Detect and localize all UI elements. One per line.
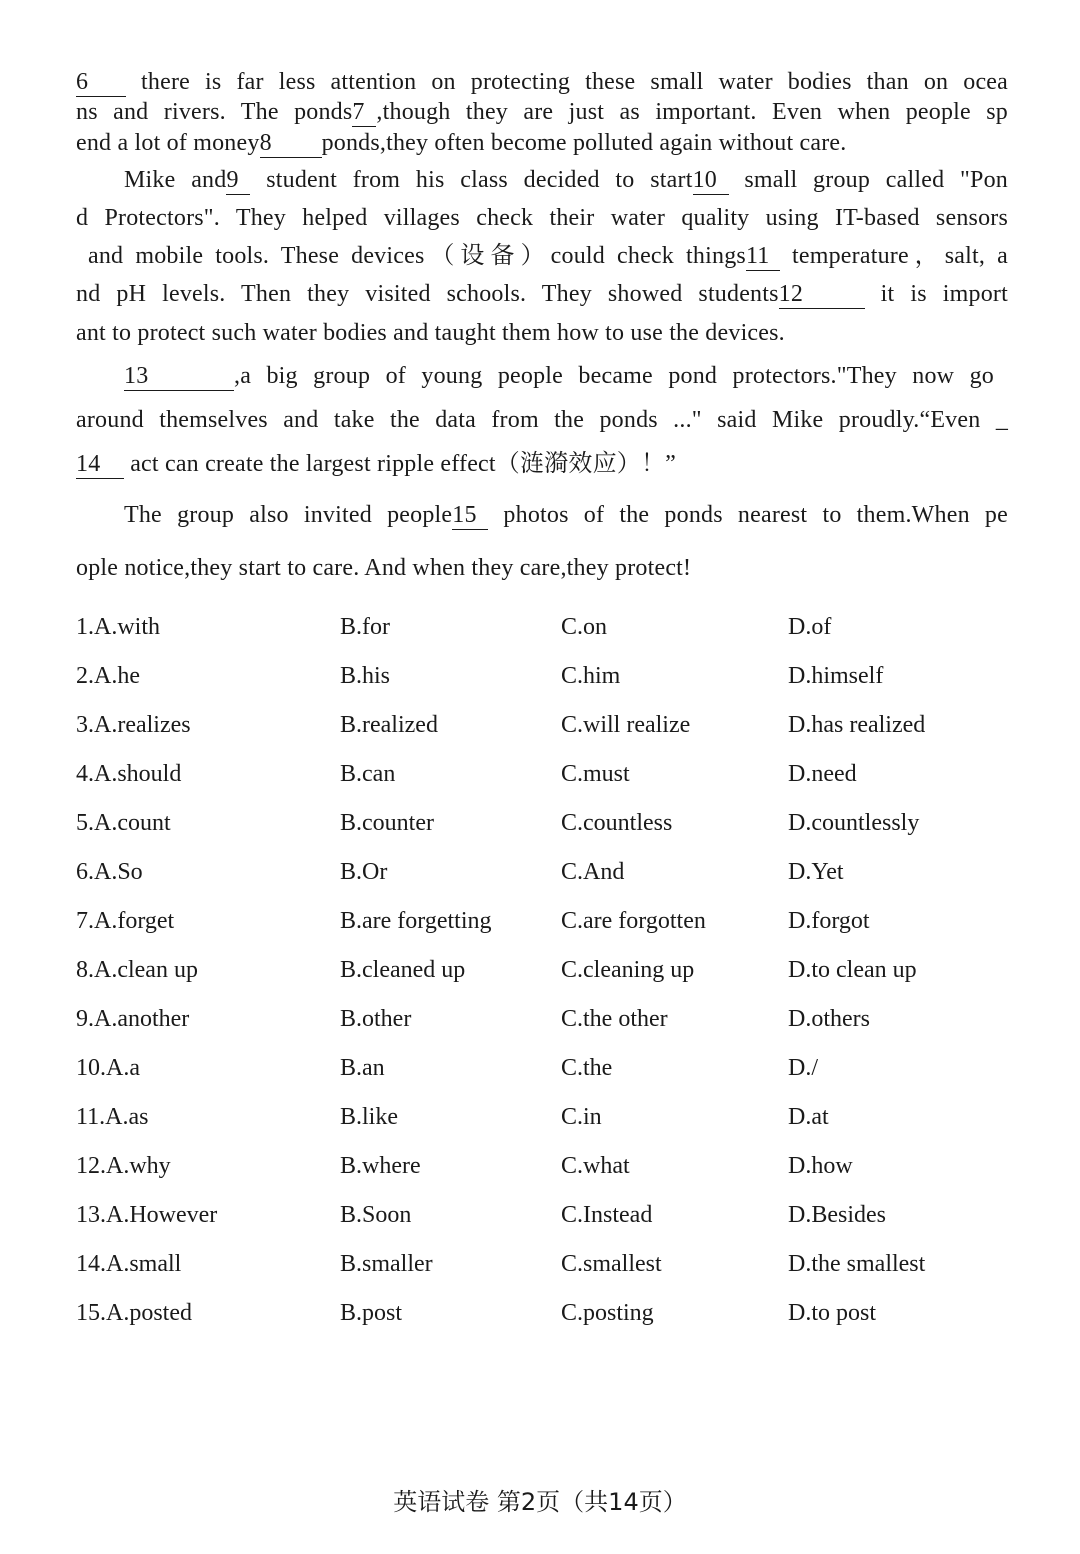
option-row <box>76 808 1008 857</box>
option-c: C.in <box>561 1104 602 1130</box>
option-row <box>76 1053 1008 1102</box>
option-c: C.what <box>561 1153 630 1179</box>
blank-12: 12 <box>779 282 865 309</box>
option-a: 6.A.So <box>76 859 143 885</box>
blank-9: 9 <box>226 168 250 195</box>
option-c: C.Instead <box>561 1202 653 1228</box>
option-row <box>76 1298 1008 1347</box>
option-a: 5.A.count <box>76 810 171 836</box>
option-row <box>76 955 1008 1004</box>
blank-6: 6 <box>76 70 126 97</box>
option-a: 10.A.a <box>76 1055 140 1081</box>
option-a: 15.A.posted <box>76 1300 192 1326</box>
option-b: B.Or <box>340 859 388 885</box>
option-row <box>76 710 1008 759</box>
blank-8: 8 <box>260 131 322 158</box>
option-a: 4.A.should <box>76 761 182 787</box>
option-b: B.smaller <box>340 1251 433 1277</box>
option-b: B.can <box>340 761 396 787</box>
option-d: D.others <box>788 1006 870 1032</box>
option-c: C.on <box>561 614 608 640</box>
passage-line: ns and rivers. The ponds7 ,though they are just as important. Even when people sp <box>76 99 1008 125</box>
passage-line: ople notice,they start to care. And when they care,they protect! <box>76 555 692 581</box>
option-row <box>76 1004 1008 1053</box>
option-row <box>76 612 1008 661</box>
option-d: D.forgot <box>788 908 870 934</box>
passage-line: ant to protect such water bodies and taught them how to use the devices. <box>76 320 785 346</box>
option-c: C.are forgotten <box>561 908 706 934</box>
option-a: 11.A.as <box>76 1104 149 1130</box>
passage-line: and mobile tools. These devices（设备）could check things11 temperature，salt, a <box>88 243 1008 269</box>
option-c: C.And <box>561 859 625 885</box>
option-a: 8.A.clean up <box>76 957 198 983</box>
option-a: 1.A.with <box>76 614 160 640</box>
blank-13: 13 <box>124 364 234 391</box>
option-d: D.at <box>788 1104 829 1130</box>
option-row <box>76 1151 1008 1200</box>
option-c: C.must <box>561 761 630 787</box>
option-d: D./ <box>788 1055 818 1081</box>
option-b: B.post <box>340 1300 403 1326</box>
passage-line: nd pH levels. Then they visited schools. They showed students12 it is import <box>76 281 1008 307</box>
option-row <box>76 857 1008 906</box>
option-a: 13.A.However <box>76 1202 218 1228</box>
passage-line: d Protectors". They helped villages check their water quality using IT-based sensors <box>76 205 1008 231</box>
option-c: C.the other <box>561 1006 668 1032</box>
option-d: D.the smallest <box>788 1251 926 1277</box>
passage-line: 14 act can create the largest ripple effect（涟漪效应）！” <box>76 451 677 477</box>
option-d: D.need <box>788 761 857 787</box>
option-b: B.an <box>340 1055 385 1081</box>
option-d: D.himself <box>788 663 884 689</box>
option-d: D.Besides <box>788 1202 886 1228</box>
option-row <box>76 1249 1008 1298</box>
option-a: 9.A.another <box>76 1006 190 1032</box>
option-b: B.like <box>340 1104 398 1130</box>
option-d: D.countlessly <box>788 810 920 836</box>
option-b: B.for <box>340 614 390 640</box>
option-d: D.to clean up <box>788 957 917 983</box>
option-a: 14.A.small <box>76 1251 182 1277</box>
option-b: B.other <box>340 1006 412 1032</box>
passage-line: 13 ,a big group of young people became pond protectors."They now go <box>124 363 994 389</box>
option-a: 12.A.why <box>76 1153 171 1179</box>
option-a: 7.A.forget <box>76 908 175 934</box>
passage-line: Mike and9 student from his class decided to start10 small group called "Pon <box>124 167 1008 193</box>
option-b: B.are forgetting <box>340 908 492 934</box>
option-b: B.realized <box>340 712 438 738</box>
blank-15: 15 <box>452 503 488 530</box>
blank-10: 10 <box>693 168 729 195</box>
option-b: B.Soon <box>340 1202 412 1228</box>
option-b: B.where <box>340 1153 421 1179</box>
option-row <box>76 906 1008 955</box>
option-d: D.how <box>788 1153 853 1179</box>
option-a: 2.A.he <box>76 663 140 689</box>
option-c: C.countless <box>561 810 673 836</box>
option-a: 3.A.realizes <box>76 712 191 738</box>
option-c: C.the <box>561 1055 613 1081</box>
blank-14: 14 <box>76 452 124 479</box>
option-row <box>76 661 1008 710</box>
blank-7: 7 <box>352 100 376 127</box>
page-footer: 英语试卷 第2页（共14页） <box>393 1488 687 1516</box>
option-d: D.Yet <box>788 859 844 885</box>
passage-line: end a lot of money8 ponds,they often become polluted again without care. <box>76 130 847 156</box>
blank-11: 11 <box>746 244 780 271</box>
option-row <box>76 1200 1008 1249</box>
option-b: B.his <box>340 663 391 689</box>
option-c: C.smallest <box>561 1251 662 1277</box>
option-d: D.has realized <box>788 712 926 738</box>
option-row <box>76 759 1008 808</box>
option-row <box>76 1102 1008 1151</box>
option-c: C.him <box>561 663 621 689</box>
option-c: C.will realize <box>561 712 691 738</box>
passage-line: The group also invited people15 photos of the ponds nearest to them.When pe <box>124 502 1008 528</box>
option-c: C.posting <box>561 1300 654 1326</box>
passage-line: around themselves and take the data from the ponds ..." said Mike proudly.“Even _ <box>76 407 1009 433</box>
answer-options <box>76 612 1008 1347</box>
option-b: B.counter <box>340 810 434 836</box>
option-c: C.cleaning up <box>561 957 695 983</box>
option-b: B.cleaned up <box>340 957 466 983</box>
option-d: D.of <box>788 614 832 640</box>
passage-line: 6 there is far less attention on protecting these small water bodies than on ocea <box>76 69 1008 95</box>
option-d: D.to post <box>788 1300 877 1326</box>
